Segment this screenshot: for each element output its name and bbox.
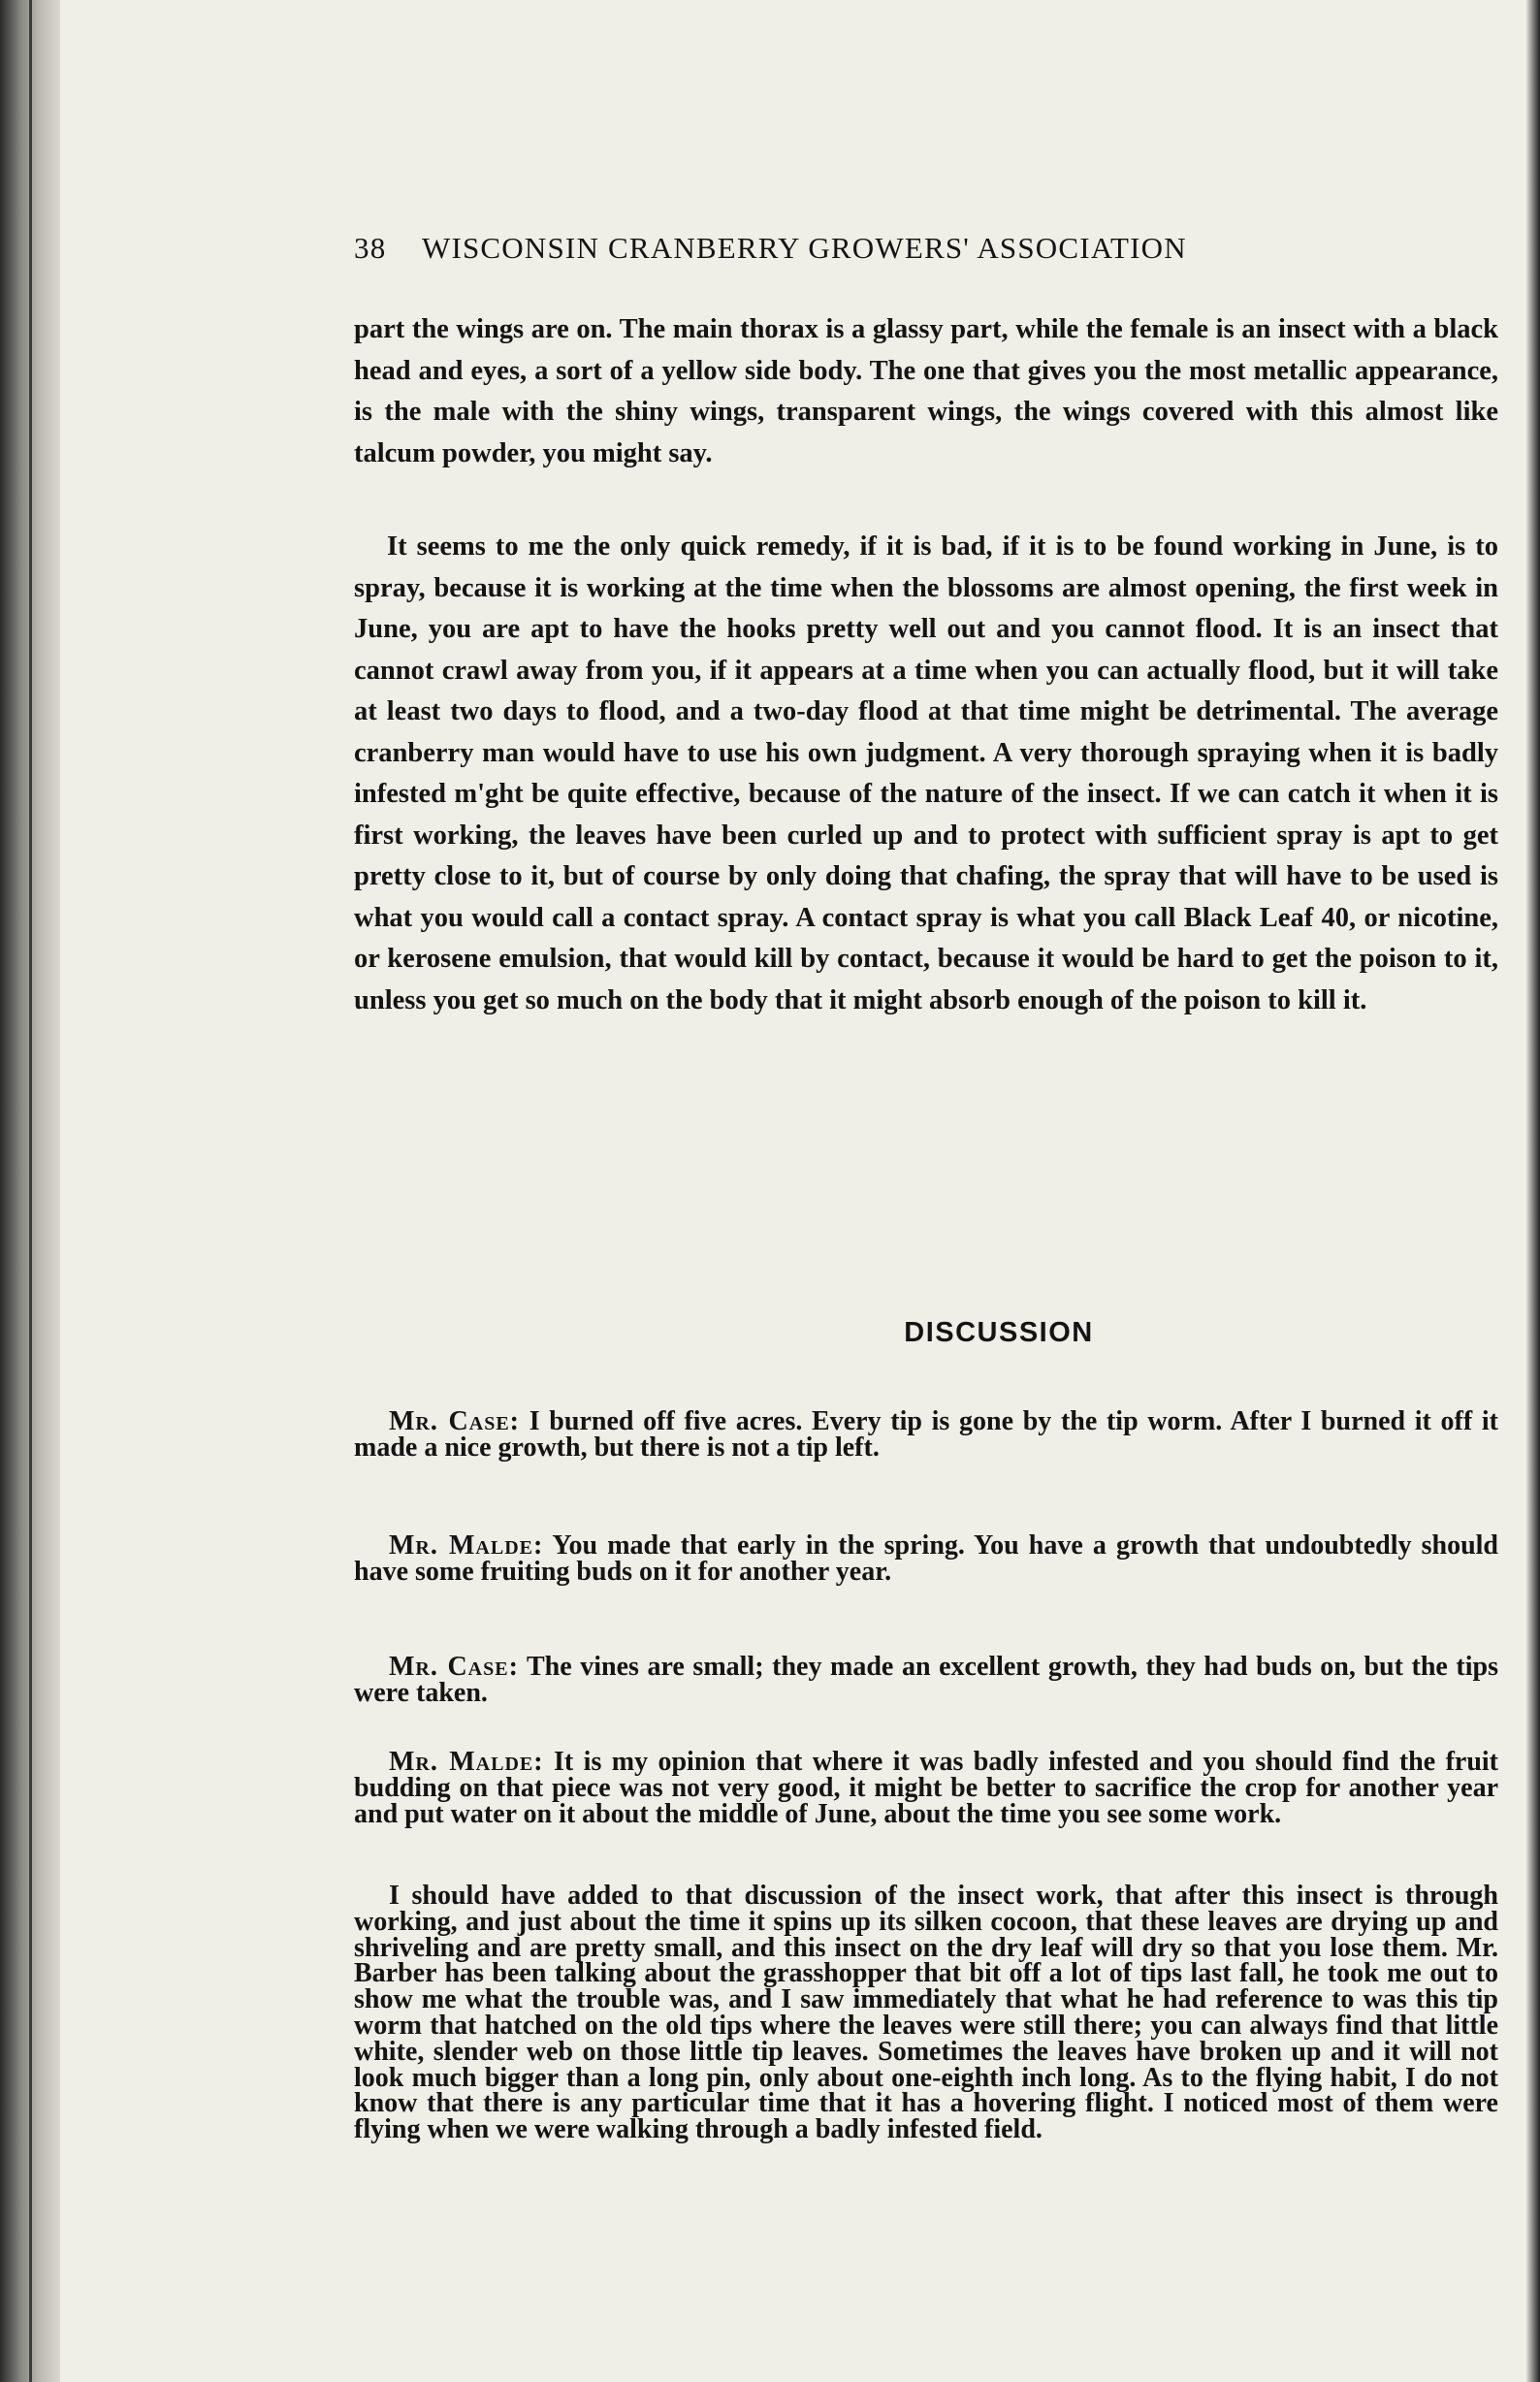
speaker-name: Mr. Case: bbox=[389, 1406, 521, 1436]
speaker-name: Mr. Case: bbox=[389, 1652, 519, 1682]
page-number: 38 bbox=[354, 231, 387, 265]
lecture-paragraph-1: part the wings are on. The main thorax is a glassy part, while the female is an insect with a black head and eyes, a sort of a yellow side body. The one that gives you the most metallic appearance, is the male with the shiny wings, transparent wings, the wings covered with this almost like talcum powder, you might say. bbox=[354, 314, 1498, 468]
discussion-entry-1 bbox=[354, 1406, 1499, 1463]
book-gutter-line bbox=[29, 0, 32, 2382]
lecture-paragraph-2: It seems to me the only quick remedy, if it is bad, if it is to be found working in June, is to spray, because it is working at the time when the blossoms are almost opening, the first week in June, you are apt to have the hooks pretty well out and you cannot flood. It is an insect that cannot crawl away from you, if it appears at a time when you can actually flood, but it will take at least two days to flood, and a two-day flood at that time might be detrimental. The average cranberry man would have to use his own judgment. A very thorough spraying when it is badly infested m'ght be quite effective, because of the nature of the insect. If we can catch it when it is first working, the leaves have been curled up and to protect with sufficient spray is apt to get pretty close to it, but of course by only doing that chafing, the spray that will have to be used is what you would call a contact spray. A contact spray is what you call Black Leaf 40, or nicotine, or kerosene emulsion, that would kill by contact, because it would be hard to get the poison to it, unless you get so much on the body that it might absorb enough of the poison to kill it. bbox=[354, 531, 1498, 1015]
entry-text: It is my opinion that where it was badly infested and you should find the fruit budding on that piece was not very good, it might be better to sacrifice the crop for another year and put water on it about the middle of June, about the time you see some work. bbox=[354, 1747, 1499, 1829]
discussion-entry-3 bbox=[354, 1652, 1498, 1708]
discussion-entry-5: I should have added to that discussion of the insect work, that after this insect is through working, and just about the time it spins up its silken cocoon, that these leaves are drying up and shriveling and are pretty small, and this insect on the dry leaf will dry so that you lose them. Mr. Barber has been talking about the grasshopper that bit off a lot of tips last fall, he took me out to show me what the trouble was, and I saw immediately that what he had reference to was this tip worm that hatched on the old tips where the leaves were still there; you can always find that little white, slender web on those little tip leaves. Sometimes the leaves have broken up and it will not look much bigger than a long pin, only about one-eighth inch long. As to the flying habit, I do not know that there is any particular time that it has a hovering flight. I noticed most of them were flying when we were walking through a badly infested field. bbox=[354, 1881, 1498, 2145]
running-title: WISCONSIN CRANBERRY GROWERS' ASSOCIATION bbox=[422, 231, 1187, 265]
running-head bbox=[354, 231, 1498, 266]
discussion-entry-2 bbox=[354, 1530, 1498, 1587]
entry-text: I burned off five acres. Every tip is gone by the tip worm. After I burned it off it made a nice growth, but there is not a tip left. bbox=[354, 1406, 1499, 1463]
entry-text: The vines are small; they made an excellent growth, they had buds on, but the tips were taken. bbox=[354, 1652, 1498, 1708]
page-edge-shadow bbox=[1526, 0, 1540, 2382]
speaker-name: Mr. Malde: bbox=[389, 1747, 544, 1777]
entry-text: You made that early in the spring. You have a growth that undoubtedly should have some fruiting buds on it for another year. bbox=[354, 1530, 1498, 1587]
discussion-entry-4 bbox=[354, 1747, 1499, 1829]
discussion-heading: DISCUSSION bbox=[904, 1317, 1094, 1348]
speaker-name: Mr. Malde: bbox=[389, 1530, 544, 1561]
